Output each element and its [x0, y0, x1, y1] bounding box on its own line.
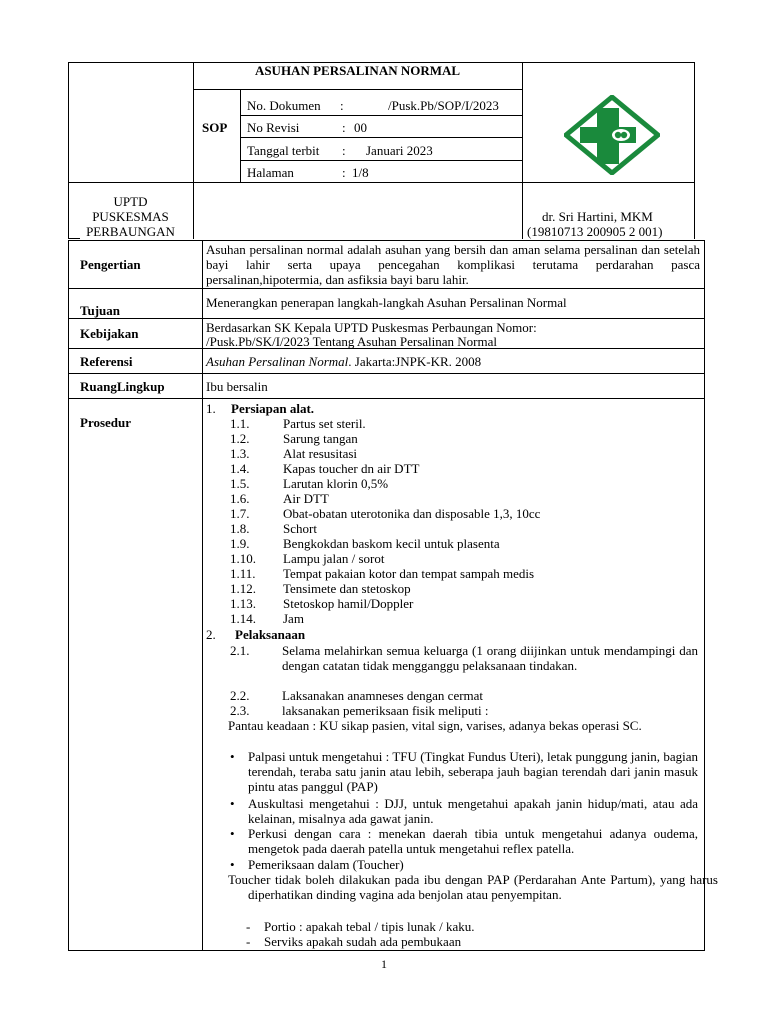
section-2-number: 2.: [206, 627, 216, 642]
sop-label: SOP: [202, 120, 228, 135]
revision-label: No Revisi: [247, 120, 300, 135]
org-line-2: PUSKESMAS: [92, 209, 169, 224]
bullet-3-marker: •: [230, 826, 235, 841]
equipment-item-number: 1.1.: [230, 416, 250, 431]
step-2-3-text: laksanakan pemeriksaan fisik meliputi :: [282, 703, 489, 718]
pengertian-label: Pengertian: [80, 257, 141, 272]
doc-number-colon: :: [340, 98, 344, 113]
referensi-text: [206, 354, 481, 369]
step-2-1-text: Selama melahirkan semua keluarga (1 orang diijinkan untuk mendampingi dan dengan catatan tidak mengganggu pelaksanaan tindakan.: [282, 643, 698, 673]
doc-number-value: /Pusk.Pb/SOP/I/2023: [388, 98, 499, 113]
equipment-item-number: 1.11.: [230, 566, 256, 581]
revision-value: 00: [354, 120, 367, 135]
org-line-1: UPTD: [113, 194, 148, 209]
bullet-2-marker: •: [230, 796, 235, 811]
dash-2-marker: -: [246, 934, 251, 949]
document-title: ASUHAN PERSALINAN NORMAL: [254, 63, 461, 78]
equipment-item-number: 1.9.: [230, 536, 250, 551]
referensi-title: Asuhan Persalinan Normal: [206, 354, 349, 369]
signer-nip: (19810713 200905 2 001): [527, 224, 663, 239]
dash-1-marker: -: [246, 919, 251, 934]
page-colon: :: [342, 165, 346, 180]
page-number: 1: [381, 957, 387, 971]
pengertian-text: Asuhan persalinan normal adalah asuhan yang bersih dan aman selama persalinan dan setelah bayi lahir serta upaya pencegahan komplikasi terutama perdarahan pasca persalinan,hipotermia, dan asfiksia bayi baru lahir.: [206, 242, 700, 287]
equipment-item-text: Sarung tangan: [283, 431, 358, 446]
referensi-label: Referensi: [80, 354, 133, 369]
equipment-item-text: Partus set steril.: [283, 416, 366, 431]
step-2-2-number: 2.2.: [230, 688, 250, 703]
step-2-1-number: 2.1.: [230, 643, 250, 658]
issue-date-colon: :: [342, 143, 346, 158]
equipment-item-text: Tempat pakaian kotor dan tempat sampah medis: [283, 566, 535, 581]
equipment-item-text: Schort: [283, 521, 317, 536]
equipment-item-number: 1.3.: [230, 446, 250, 461]
equipment-item-number: 1.12.: [230, 581, 256, 596]
signer-name: dr. Sri Hartini, MKM: [542, 209, 653, 224]
section-1-title: Persiapan alat.: [231, 401, 315, 416]
step-2-2-text: Laksanakan anamneses dengan cermat: [282, 688, 484, 703]
equipment-item-number: 1.5.: [230, 476, 250, 491]
ruang-lingkup-label: RuangLingkup: [80, 379, 165, 394]
equipment-item-text: Air DTT: [283, 491, 329, 506]
doc-number-label: No. Dokumen: [247, 98, 321, 113]
bullet-4-marker: •: [230, 857, 235, 872]
equipment-item-text: Obat-obatan uterotonika dan disposable 1,3, 10cc: [283, 506, 541, 521]
equipment-item-number: 1.8.: [230, 521, 250, 536]
equipment-item-text: Jam: [283, 611, 304, 626]
equipment-item-text: Bengkokdan baskom kecil untuk plasenta: [283, 536, 500, 551]
page-label: Halaman: [247, 165, 294, 180]
issue-date-value: Januari 2023: [366, 143, 433, 158]
kebijakan-label: Kebijakan: [80, 326, 139, 341]
bullet-pemeriksaan-dalam: Pemeriksaan dalam (Toucher): [248, 857, 404, 872]
equipment-item-number: 1.10.: [230, 551, 256, 566]
kebijakan-line-2: /Pusk.Pb/SK/I/2023 Tentang Asuhan Persalinan Normal: [206, 334, 497, 349]
equipment-item-text: Tensimete dan stetoskop: [283, 581, 411, 596]
puskesmas-logo: [564, 95, 660, 175]
page-value: 1/8: [352, 165, 369, 180]
equipment-item-text: Alat resusitasi: [283, 446, 358, 461]
ruang-lingkup-text: Ibu bersalin: [206, 379, 268, 394]
equipment-item-number: 1.13.: [230, 596, 256, 611]
tujuan-text: Menerangkan penerapan langkah-langkah Asuhan Persalinan Normal: [206, 295, 567, 310]
issue-date-label: Tanggal terbit: [247, 143, 320, 158]
prosedur-content: [206, 401, 718, 951]
equipment-item-number: 1.4.: [230, 461, 250, 476]
org-line-3: PERBAUNGAN: [86, 224, 175, 239]
bullet-perkusi: Perkusi dengan cara : menekan daerah tibia untuk mengetahui adanya oudema, mengetok pada daerah patella untuk mengetahui reflex patella.: [248, 826, 698, 856]
section-1-number: 1.: [206, 401, 216, 416]
equipment-item-text: Lampu jalan / sorot: [283, 551, 385, 566]
equipment-item-number: 1.2.: [230, 431, 250, 446]
tujuan-label: Tujuan: [80, 303, 120, 318]
pantau-text: Pantau keadaan : KU sikap pasien, vital sign, varises, adanya bekas operasi SC.: [228, 718, 642, 733]
equipment-item-text: Stetoskop hamil/Doppler: [283, 596, 414, 611]
kebijakan-line-1: Berdasarkan SK Kepala UPTD Puskesmas Perbaungan Nomor:: [206, 320, 537, 335]
dash-portio: Portio : apakah tebal / tipis lunak / kaku.: [264, 919, 475, 934]
bullet-auskultasi: Auskultasi mengetahui : DJJ, untuk mengetahui apakah janin hidup/mati, atau ada kelainan, misalnya ada gawat janin.: [248, 796, 698, 826]
referensi-publisher: . Jakarta:JNPK-KR. 2008: [348, 354, 482, 369]
dash-serviks: Serviks apakah sudah ada pembukaan: [264, 934, 462, 949]
equipment-item-number: 1.7.: [230, 506, 250, 521]
equipment-item-text: Larutan klorin 0,5%: [283, 476, 389, 491]
prosedur-label: Prosedur: [80, 415, 132, 430]
equipment-item-text: Kapas toucher dn air DTT: [283, 461, 420, 476]
toucher-text: Toucher tidak boleh dilakukan pada ibu dengan PAP (Perdarahan Ante Partum), yang harus diperhatikan dinding vagina ada benjolan atau penyempitan.: [228, 872, 718, 902]
bullet-1-marker: •: [230, 749, 235, 764]
bullet-palpasi: Palpasi untuk mengetahui : TFU (Tingkat Fundus Uteri), letak punggung janin, bagian terendah, teraba satu janin atau lebih, seberapa jauh bagian terendah dari janin masuk pintu atas panggul (PAP): [248, 749, 698, 794]
step-2-3-number: 2.3.: [230, 703, 250, 718]
revision-colon: :: [342, 120, 346, 135]
equipment-item-number: 1.6.: [230, 491, 250, 506]
section-2-title: Pelaksanaan: [235, 627, 306, 642]
table-bottom-border: [68, 950, 705, 951]
equipment-item-number: 1.14.: [230, 611, 256, 626]
